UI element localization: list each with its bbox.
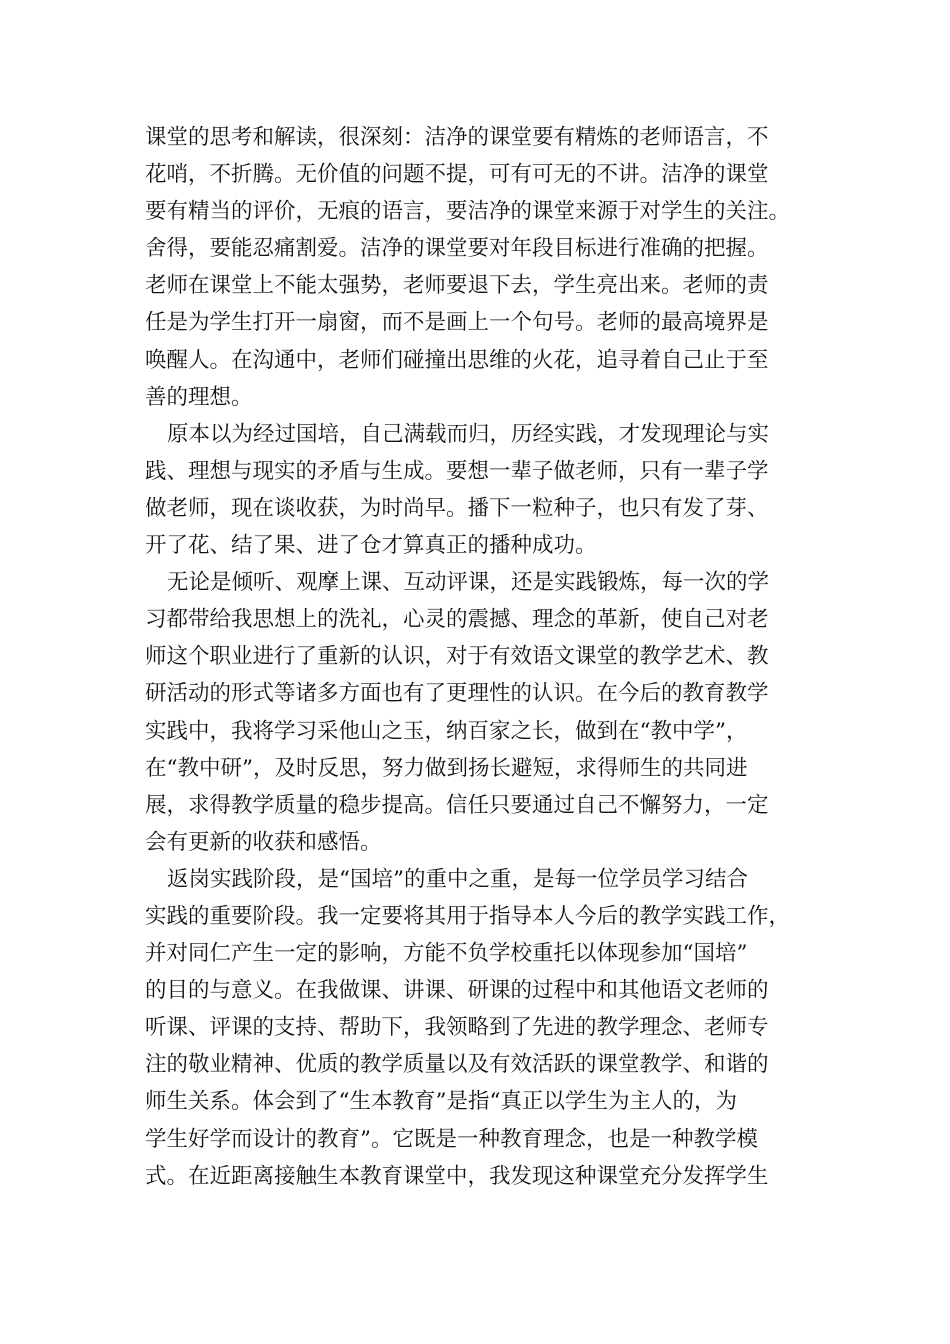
text-line: 在“教中研”，及时反思，努力做到扬长避短，求得师生的共同进 [145,755,748,781]
text-line: 课堂的思考和解读，很深刻：洁净的课堂要有精炼的老师语言，不 [145,125,769,150]
paragraph-start-line: 无论是倾听、观摩上课、互动评课，还是实践锻炼，每一次的学 [167,570,770,596]
paragraph-start-line: 原本以为经过国培，自己满载而归，历经实践，才发现理论与实 [167,421,770,447]
body-text [145,119,810,1195]
text-line: 习都带给我思想上的洗礼，心灵的震撼、理念的革新，使自己对老 [145,607,769,633]
text-line: 实践中，我将学习采他山之玉，纳百家之长，做到在“教中学”， [145,718,748,744]
text-line: 唤醒人。在沟通中，老师们碰撞出思维的火花，追寻着自己止于至 [145,347,769,373]
text-line: 会有更新的收获和感悟。 [145,829,382,855]
text-line: 师生关系。体会到了“生本教育”是指“真正以学生为主人的，为 [145,1089,737,1115]
text-line: 学生好学而设计的教育”。它既是一种教育理念，也是一种教学模 [145,1126,758,1152]
text-line: 善的理想。 [145,384,253,410]
text-line: 听课、评课的支持、帮助下，我领略到了先进的教学理念、老师专 [145,1015,769,1041]
text-line: 任是为学生打开一扇窗，而不是画上一个句号。老师的最高境界是 [145,310,769,336]
text-line: 的目的与意义。在我做课、讲课、研课的过程中和其他语文老师的 [145,978,769,1004]
text-line: 舍得，要能忍痛割爱。洁净的课堂要对年段目标进行准确的把握。 [145,236,769,262]
text-line: 开了花、结了果、进了仓才算真正的播种成功。 [145,533,597,559]
text-line: 注的敬业精神、优质的教学质量以及有效活跃的课堂教学、和谐的 [145,1052,769,1078]
paragraph-start-line: 返岗实践阶段，是“国培”的重中之重，是每一位学员学习结合 [167,866,748,892]
text-line: 师这个职业进行了重新的认识，对于有效语文课堂的教学艺术、教 [145,644,769,670]
text-line: 实践的重要阶段。我一定要将其用于指导本人今后的教学实践工作， [145,903,791,929]
text-line: 践、理想与现实的矛盾与生成。要想一辈子做老师，只有一辈子学 [145,458,769,484]
text-line: 花哨，不折腾。无价值的问题不提，可有可无的不讲。洁净的课堂 [145,162,769,188]
text-line: 要有精当的评价，无痕的语言，要洁净的课堂来源于对学生的关注。 [145,199,791,225]
text-line: 并对同仁产生一定的影响，方能不负学校重托以体现参加“国培” [145,941,748,967]
text-line: 式。在近距离接触生本教育课堂中，我发现这种课堂充分发挥学生 [145,1163,769,1189]
text-line: 展，求得教学质量的稳步提高。信任只要通过自己不懈努力，一定 [145,792,769,818]
text-line: 老师在课堂上不能太强势，老师要退下去，学生亮出来。老师的责 [145,273,769,299]
text-line: 研活动的形式等诸多方面也有了更理性的认识。在今后的教育教学 [145,681,769,707]
text-line: 做老师，现在谈收获，为时尚早。播下一粒种子，也只有发了芽、 [145,495,769,521]
